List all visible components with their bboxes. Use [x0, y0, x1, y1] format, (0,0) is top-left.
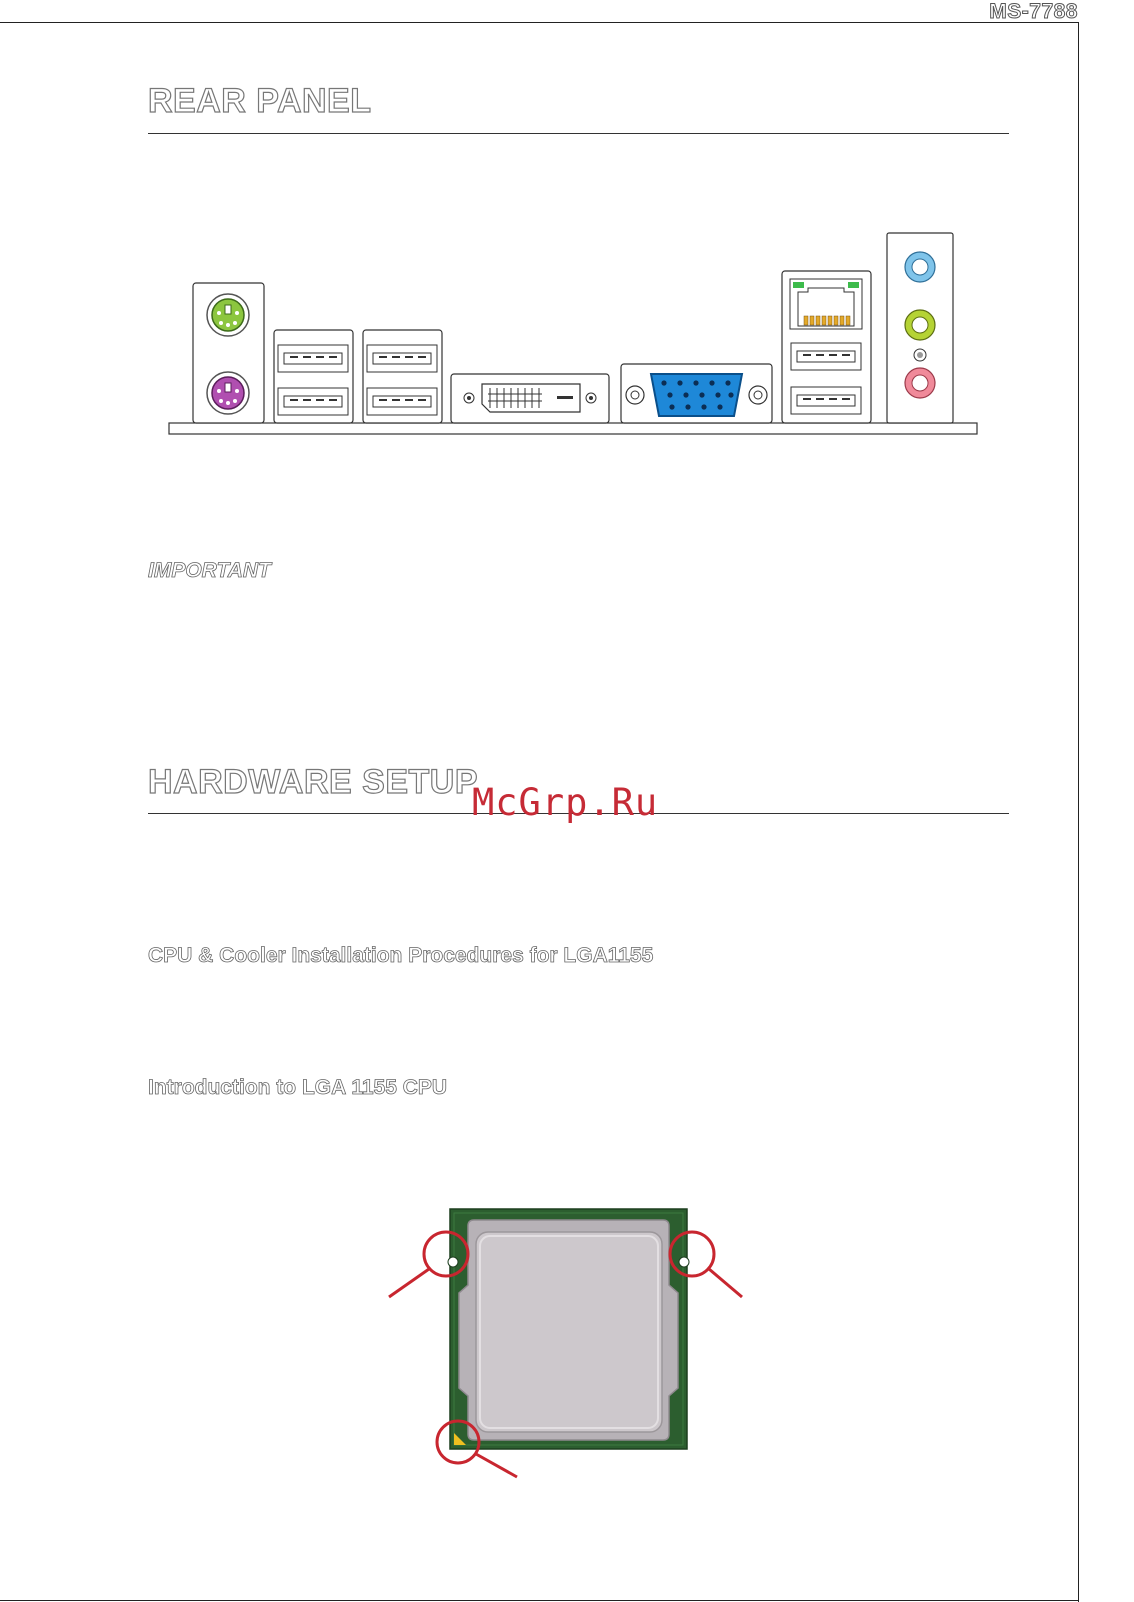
watermark-text: McGrp.Ru [472, 781, 659, 824]
alignment-notch-left [448, 1257, 458, 1267]
callout-line-bottom [476, 1454, 517, 1477]
callout-line-right [709, 1269, 742, 1297]
model-number: MS-7788 [989, 0, 1078, 23]
hardware-setup-title: HARDWARE SETUP [148, 763, 479, 801]
important-label: IMPORTANT [148, 559, 271, 582]
rear-panel-title: REAR PANEL [148, 82, 372, 120]
cpu-cooler-heading: CPU & Cooler Installation Procedures for LGA1155 [148, 944, 654, 967]
callout-line-left [389, 1269, 429, 1297]
cpu-ihs-inner [476, 1232, 662, 1432]
intro-cpu-heading: Introduction to LGA 1155 CPU [148, 1076, 448, 1099]
alignment-notch-right [679, 1257, 689, 1267]
